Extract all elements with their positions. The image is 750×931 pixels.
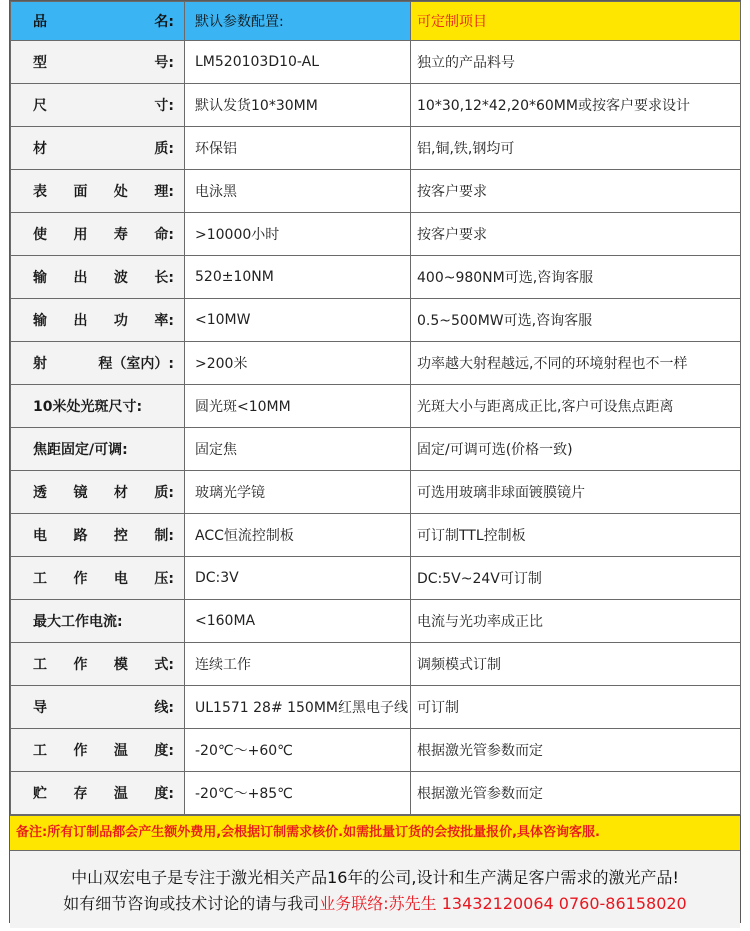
row-label-text <box>33 138 184 158</box>
row-custom-option: 铝,铜,铁,钢均可 <box>411 127 741 170</box>
row-custom-option: 固定/可调可选(价格一致) <box>411 428 741 471</box>
table-row <box>11 342 741 385</box>
row-default-value: 玻璃光学镜 <box>185 471 411 514</box>
label-segment: 使 <box>33 227 47 243</box>
row-label-text <box>33 697 184 717</box>
row-label-text <box>33 95 184 115</box>
label-segment: 名: <box>154 14 174 30</box>
table-row <box>11 428 741 471</box>
row-label <box>11 170 185 213</box>
row-default-value: 固定焦 <box>185 428 411 471</box>
row-custom-option: 光斑大小与距离成正比,客户可设焦点距离 <box>411 385 741 428</box>
table-row <box>11 213 741 256</box>
row-label <box>11 686 185 729</box>
label-segment: 透 <box>33 485 47 501</box>
row-label-text: 最大工作电流: <box>33 614 123 630</box>
table-row <box>11 385 741 428</box>
row-label <box>11 84 185 127</box>
row-label <box>11 772 185 815</box>
label-segment: 命: <box>154 227 174 243</box>
header-customizable: 可定制项目 <box>411 2 741 41</box>
row-label <box>11 643 185 686</box>
row-custom-option: 根据激光管参数而定 <box>411 772 741 815</box>
label-segment: 尺 <box>33 98 47 114</box>
label-segment: 品 <box>33 14 47 30</box>
label-segment: 质: <box>154 485 174 501</box>
label-segment: 度: <box>154 743 174 759</box>
spec-table <box>10 1 741 815</box>
row-custom-option: DC:5V~24V可订制 <box>411 557 741 600</box>
row-default-value: 环保铝 <box>185 127 411 170</box>
label-segment: 长: <box>154 270 174 286</box>
row-label-text <box>33 783 184 803</box>
company-footer <box>10 850 740 928</box>
label-segment: 波 <box>113 270 128 286</box>
remark-note: 备注:所有订制品都会产生额外费用,会根据订制需求核价.如需批量订货的会按批量报价,具体咨询客服. <box>10 815 740 850</box>
row-default-value: 圆光斑<10MM <box>185 385 411 428</box>
label-segment: 作 <box>73 657 88 673</box>
row-custom-option: 400~980NM可选,咨询客服 <box>411 256 741 299</box>
label-segment: 工 <box>33 571 47 587</box>
label-segment: 程（室内）: <box>98 356 174 372</box>
row-label-text <box>33 568 184 588</box>
table-row <box>11 170 741 213</box>
row-default-value: DC:3V <box>185 557 411 600</box>
label-segment: 出 <box>73 313 88 329</box>
row-default-value: 连续工作 <box>185 643 411 686</box>
label-segment: 式: <box>154 657 174 673</box>
table-row <box>11 729 741 772</box>
label-segment: 贮 <box>33 786 47 802</box>
row-label <box>11 729 185 772</box>
table-header-row <box>11 2 741 41</box>
row-custom-option: 0.5~500MW可选,咨询客服 <box>411 299 741 342</box>
row-label-text <box>33 740 184 760</box>
row-label-text <box>33 525 184 545</box>
table-row <box>11 514 741 557</box>
row-custom-option: 按客户要求 <box>411 170 741 213</box>
label-segment: 压: <box>154 571 174 587</box>
label-segment: 路 <box>73 528 88 544</box>
header-product-name <box>11 2 185 41</box>
row-label <box>11 385 185 428</box>
row-label-text: 10米处光斑尺寸: <box>33 399 143 415</box>
table-row <box>11 643 741 686</box>
row-label <box>11 471 185 514</box>
label-segment: 面 <box>73 184 88 200</box>
row-label-text <box>33 654 184 674</box>
label-segment: 温 <box>113 743 128 759</box>
label-segment: 功 <box>113 313 128 329</box>
row-default-value: >10000小时 <box>185 213 411 256</box>
label-segment: 用 <box>73 227 88 243</box>
row-default-value: <160MA <box>185 600 411 643</box>
label-segment: 材 <box>113 485 128 501</box>
label-segment: 理: <box>154 184 174 200</box>
row-label-text <box>33 482 184 502</box>
row-default-value: -20℃～+60℃ <box>185 729 411 772</box>
label-segment: 温 <box>113 786 128 802</box>
row-label <box>11 127 185 170</box>
label-segment: 作 <box>73 743 88 759</box>
row-default-value: <10MW <box>185 299 411 342</box>
row-custom-option: 可订制 <box>411 686 741 729</box>
row-custom-option: 根据激光管参数而定 <box>411 729 741 772</box>
label-segment: 出 <box>73 270 88 286</box>
contact-prefix: 如有细节咨询或技术讨论的请与我司 <box>63 894 320 913</box>
row-default-value: ACC恒流控制板 <box>185 514 411 557</box>
row-label-text: 焦距固定/可调: <box>33 442 128 458</box>
label-segment: 制: <box>154 528 174 544</box>
table-row <box>11 84 741 127</box>
label-segment: 度: <box>154 786 174 802</box>
row-label <box>11 342 185 385</box>
label-segment: 控 <box>113 528 128 544</box>
header-product-name-text <box>33 11 184 31</box>
table-row <box>11 772 741 815</box>
row-label <box>11 514 185 557</box>
label-segment: 电 <box>33 528 47 544</box>
row-label <box>11 213 185 256</box>
label-segment: 寿 <box>113 227 128 243</box>
label-segment: 线: <box>154 700 174 716</box>
row-default-value: UL1571 28# 150MM红黑电子线 <box>185 686 411 729</box>
row-custom-option: 10*30,12*42,20*60MM或按客户要求设计 <box>411 84 741 127</box>
label-segment: 导 <box>33 700 47 716</box>
row-custom-option: 可选用玻璃非球面镀膜镜片 <box>411 471 741 514</box>
row-label-text <box>33 224 184 244</box>
table-row <box>11 471 741 514</box>
row-custom-option: 调频模式订制 <box>411 643 741 686</box>
label-segment: 号: <box>154 55 174 71</box>
row-default-value: >200米 <box>185 342 411 385</box>
row-default-value: LM520103D10-AL <box>185 41 411 84</box>
label-segment: 工 <box>33 743 47 759</box>
label-segment: 存 <box>73 786 88 802</box>
row-default-value: 默认发货10*30MM <box>185 84 411 127</box>
row-custom-option: 按客户要求 <box>411 213 741 256</box>
contact-info: 业务联络:苏先生 13432120064 0760-86158020 <box>319 894 687 913</box>
row-default-value: 520±10NM <box>185 256 411 299</box>
label-segment: 质: <box>154 141 174 157</box>
label-segment: 表 <box>33 184 47 200</box>
label-segment: 工 <box>33 657 47 673</box>
label-segment: 镜 <box>73 485 88 501</box>
table-row <box>11 600 741 643</box>
row-label <box>11 256 185 299</box>
row-custom-option: 独立的产品料号 <box>411 41 741 84</box>
contact-line <box>10 891 740 917</box>
label-segment: 输 <box>33 313 47 329</box>
label-segment: 率: <box>154 313 174 329</box>
spec-sheet <box>9 0 741 923</box>
label-segment: 材 <box>33 141 47 157</box>
label-segment: 型 <box>33 55 47 71</box>
row-label <box>11 428 185 471</box>
company-intro: 中山双宏电子是专注于激光相关产品16年的公司,设计和生产满足客户需求的激光产品! <box>71 868 679 887</box>
label-segment: 模 <box>113 657 128 673</box>
row-label-text <box>33 52 184 72</box>
row-label <box>11 600 185 643</box>
table-row <box>11 299 741 342</box>
header-default-config: 默认参数配置: <box>185 2 411 41</box>
row-label-text <box>33 181 184 201</box>
label-segment: 寸: <box>154 98 174 114</box>
label-segment: 处 <box>113 184 128 200</box>
row-default-value: 电泳黑 <box>185 170 411 213</box>
row-label <box>11 299 185 342</box>
table-row <box>11 41 741 84</box>
row-label-text <box>33 353 184 373</box>
row-label <box>11 557 185 600</box>
label-segment: 电 <box>113 571 128 587</box>
label-segment: 射 <box>33 356 47 372</box>
row-custom-option: 电流与光功率成正比 <box>411 600 741 643</box>
label-segment: 作 <box>73 571 88 587</box>
row-custom-option: 功率越大射程越远,不同的环境射程也不一样 <box>411 342 741 385</box>
table-row <box>11 686 741 729</box>
table-row <box>11 256 741 299</box>
label-segment: 输 <box>33 270 47 286</box>
row-label-text <box>33 267 184 287</box>
row-default-value: -20℃～+85℃ <box>185 772 411 815</box>
row-label-text <box>33 310 184 330</box>
row-custom-option: 可订制TTL控制板 <box>411 514 741 557</box>
row-label <box>11 41 185 84</box>
table-row <box>11 557 741 600</box>
table-row <box>11 127 741 170</box>
